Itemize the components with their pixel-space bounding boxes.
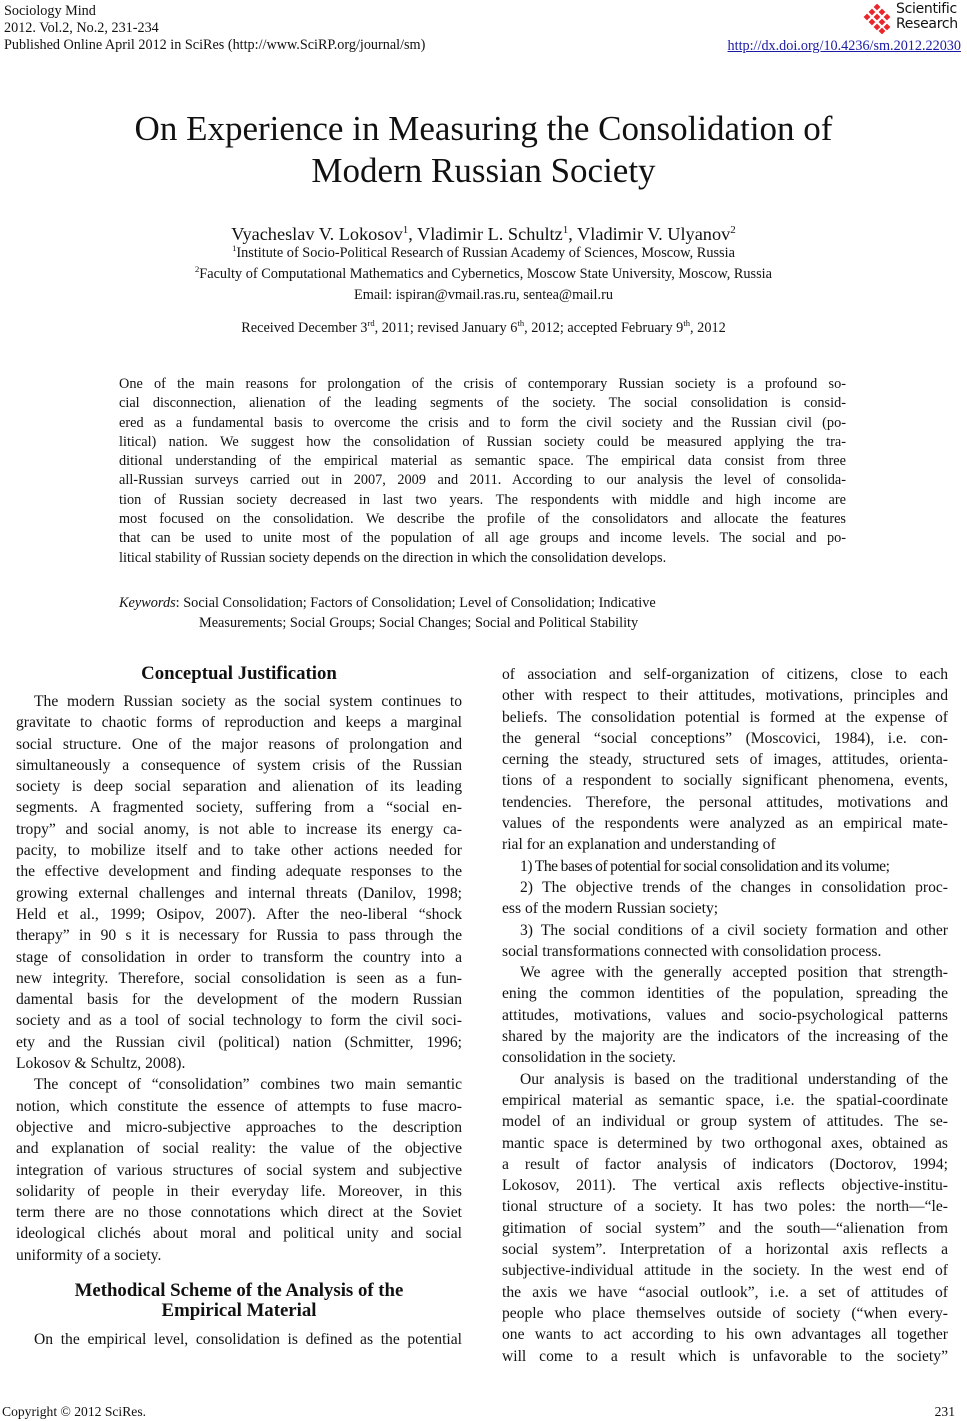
diamond-cluster-icon [861, 4, 893, 34]
logo-text [896, 2, 958, 32]
text-line: society is deep social separation and alienation of its leading [16, 778, 462, 796]
text-line: 1) The bases of potential for social consolidation and its volume; [520, 857, 890, 875]
text-line: Held et al., 1999; Osipov, 2007). After the neo-liberal “shock [16, 905, 462, 923]
text-line: the effective development and finding adequate responses to the [16, 863, 462, 881]
affiliation-1 [0, 245, 967, 262]
text-line: growing external challenges and internal threats (Danilov, 1998; [16, 884, 462, 902]
text-line: attitudes, motivations, values and socio-psychological patterns [502, 1006, 948, 1024]
left-column [16, 664, 462, 1350]
text-line: ditional understanding of the empirical material as semantic space. The empirical data consist from three [119, 453, 846, 470]
text-line: cerning the steady, structured sets of images, attitudes, orienta- [502, 751, 948, 769]
logo-diamond [874, 4, 881, 10]
logo-diamond [884, 24, 891, 31]
text-line: ered as a fundamental basis to overcome the crisis and to form the civil society and the Russian civil (po- [119, 414, 846, 431]
text-line: tional structure of a society. It has two poles: the north—“le- [502, 1198, 948, 1216]
text-line: term there are no those connotations which direct at the Soviet [16, 1204, 462, 1222]
logo-diamond [874, 24, 881, 31]
text-line: therapy” in 90 s it is necessary for Russia to pass through the [16, 927, 462, 945]
copyright-notice: Copyright © 2012 SciRes. [2, 1404, 147, 1419]
text-line: beliefs. The consolidation potential is formed at the expense of [502, 708, 948, 726]
text-line: segments. A fragmented society, suffering from a “social en- [16, 799, 462, 817]
text-line: litical) nation. We suggest how the consolidation of Russian society could be measured applying the tra- [119, 433, 846, 450]
logo-diamond [874, 14, 881, 21]
text-line: social system”. Interpretation of a horizontal axis reflects a [502, 1241, 948, 1259]
affiliation-2 [0, 266, 967, 283]
affiliation-marker: 1 [402, 223, 409, 236]
paragraph [502, 664, 948, 856]
ordinal-suffix: th [683, 318, 691, 329]
title-line-1: On Experience in Measuring the Consolidation of [134, 109, 833, 148]
logo-diamond [869, 19, 876, 26]
text-line: shared by the majority are the indicators of the increasing of the [502, 1028, 948, 1046]
keywords-label: Keywords [119, 595, 176, 611]
text-line: 2) The objective trends of the changes in consolidation proc- [520, 878, 948, 896]
ordinal-suffix: rd [367, 318, 375, 329]
text-line: that can be used to unite most of the population of all age groups and income levels. The social and po- [119, 530, 846, 547]
section-heading-line: Methodical Scheme of the Analysis of the [74, 1280, 404, 1302]
numbered-list [502, 856, 948, 962]
author-list [0, 223, 967, 245]
text-line: We agree with the generally accepted position that strength- [520, 964, 948, 982]
text-line: consolidation in the society. [502, 1049, 676, 1067]
text-line: integration of various structures of social system and subjective [16, 1161, 462, 1179]
keywords-list-continued: Measurements; Social Groups; Social Changes; Social and Political Stability [199, 615, 639, 631]
text-line: empirical material as semantic space, i.e. the spatial-coordinate [502, 1091, 948, 1109]
text-line: the axis we have “asocial outlook”, i.e. a set of attitudes of [502, 1283, 948, 1301]
author-name: , Vladimir V. Ulyanov [568, 224, 731, 244]
logo-line-1: Scientific [896, 1, 957, 17]
text-line: ess of the modern Russian society; [502, 900, 719, 918]
list-item [502, 920, 948, 963]
text-line: most focused on the consolidation. We describe the profile of the consolidators and allocate the features [119, 511, 846, 528]
text-line: gitimation of social system” and the south—“alienation from [502, 1219, 948, 1237]
section-heading: Conceptual Justification [141, 663, 337, 684]
text-line: damental basis for the development of the modern Russian [16, 991, 462, 1009]
date-text: Received December 3 [241, 320, 368, 336]
ordinal-suffix: th [517, 318, 525, 329]
text-line: values of the respondents were analyzed as an empirical mate- [502, 815, 948, 833]
author-name: , Vladimir L. Schultz [408, 224, 563, 244]
affiliation-marker: 1 [562, 223, 569, 236]
text-line: ety and the Russian civil (political) nation (Schmitter, 1996; [16, 1033, 462, 1051]
list-item [502, 856, 948, 877]
paragraph [502, 962, 948, 1068]
logo-line-2: Research [896, 16, 958, 32]
section-heading-line: Empirical Material [161, 1300, 317, 1322]
paragraph [502, 1069, 948, 1367]
right-column [502, 664, 948, 1367]
page-number: 231 [934, 1404, 955, 1419]
abstract [119, 375, 846, 568]
text-line: one wants to act according to his own advantages all together [502, 1326, 948, 1344]
paper-title [0, 108, 967, 192]
logo-diamond [879, 19, 886, 26]
text-line: The concept of “consolidation” combines two main semantic [34, 1076, 462, 1094]
text-line: objective and micro-subjective approaches to the description [16, 1118, 462, 1136]
logo-diamond [864, 14, 871, 21]
text-line: The modern Russian society as the social system continues to [34, 693, 462, 710]
date-text: , 2012 [690, 320, 726, 336]
journal-name: Sociology Mind [4, 3, 96, 19]
text-line: tions of a respondent to socially significant phenomena, events, [502, 772, 948, 790]
text-line: social transformations connected with consolidation process. [502, 942, 882, 960]
affiliation-text: Faculty of Computational Mathematics and Cybernetics, Moscow State University, Moscow, Russia [199, 266, 772, 282]
publication-info: Published Online April 2012 in SciRes (http://www.SciRP.org/journal/sm) [4, 37, 426, 53]
list-item [502, 877, 948, 920]
affiliation-marker: 2 [194, 264, 200, 275]
text-line: Lokosov & Schultz, 2008). [16, 1055, 186, 1073]
text-line: and explanation of social reality: the value of the objective [16, 1140, 462, 1158]
text-line: stage of consolidation in order to transform the country into a [16, 948, 462, 966]
author-name: Vyacheslav V. Lokosov [231, 224, 403, 244]
text-line: rial for an explanation and understanding of [502, 836, 776, 854]
title-line-2: Modern Russian Society [311, 151, 656, 190]
text-line: all-Russian surveys carried out in 2007, 2009 and 2011. According to our analysis the level of consolida- [119, 472, 846, 489]
text-line: On the empirical level, consolidation is defined as the potential [34, 1331, 462, 1349]
text-line: litical stability of Russian society depends on the direction in which the consolidation develops. [119, 549, 667, 566]
doi-link[interactable]: http://dx.doi.org/10.4236/sm.2012.22030 [727, 38, 961, 54]
affiliation-marker: 1 [232, 243, 237, 254]
text-line: model of an individual or group system of attitudes. The se- [502, 1113, 948, 1131]
text-line: social structure. One of the major reasons of prolongation and [16, 735, 462, 753]
text-line: One of the main reasons for prolongation of the crisis of contemporary Russian society is a profound so- [119, 376, 846, 392]
affiliation-text: Institute of Socio-Political Research of Russian Academy of Sciences, Moscow, Russia [236, 245, 735, 261]
text-line: tion of Russian society decreased in last two years. The respondents with middle and high income are [119, 491, 846, 508]
text-line: Lokosov, 2011). The vertical axis reflects objective-institu- [502, 1177, 948, 1195]
author-email: Email: ispiran@vmail.ras.ru, sentea@mail.ru [354, 287, 613, 303]
text-line: tendencies. Therefore, the personal attitudes, motivations and [502, 793, 948, 811]
text-line: subjective-individual attitude in the society. In the west end of [502, 1262, 948, 1280]
journal-volume: 2012. Vol.2, No.2, 231-234 [4, 20, 159, 36]
text-line: will come to a result which is unfavorable to the society” [502, 1347, 948, 1365]
logo-diamond [869, 9, 876, 16]
logo-diamond [879, 28, 886, 34]
text-line: people who place themselves outside of society (“when every- [502, 1304, 948, 1322]
text-line: other with respect to their attitudes, motivations, principles and [502, 687, 948, 705]
paragraph [16, 691, 462, 1074]
text-line: 3) The social conditions of a civil society formation and other [520, 921, 948, 939]
date-text: , 2011; revised January 6 [374, 320, 518, 336]
keywords-list: : Social Consolidation; Factors of Consolidation; Level of Consolidation; Indicative [175, 595, 656, 611]
affiliation-marker: 2 [730, 223, 736, 236]
submission-dates [0, 320, 967, 337]
logo-diamond [879, 9, 886, 16]
text-line: of association and self-organization of citizens, close to each [502, 666, 948, 683]
text-line: Our analysis is based on the traditional understanding of the [520, 1070, 948, 1088]
text-line: society and as a tool of social technology to form the civil soci- [16, 1012, 462, 1030]
text-line: ideological clichés about moral and political unity and social [16, 1225, 462, 1243]
date-text: , 2012; accepted February 9 [524, 320, 684, 336]
text-line: solidarity of people in their everyday life. Moreover, in this [16, 1182, 462, 1200]
text-line: simultaneously a consequence of system crisis of the Russian [16, 756, 462, 774]
text-line: uniformity of a society. [16, 1246, 162, 1264]
text-line: a result of factor analysis of indicators (Doctorov, 1994; [502, 1155, 948, 1173]
text-line: gravitate to chaotic forms of reproduction and keeps a marginal [16, 714, 462, 732]
text-line: the general “social conceptions” (Moscovici, 1984), i.e. con- [502, 729, 948, 747]
text-line: pacity, to mobilize itself and to take other actions needed for [16, 842, 462, 860]
text-line: tropy” and social anomy, is not able to increase its energy ca- [16, 820, 462, 838]
text-line: ening the common identities of the population, spreading the [502, 985, 948, 1003]
text-line: new integrity. Therefore, social consolidation is seen as a fun- [16, 969, 462, 987]
section-heading [16, 1281, 462, 1321]
text-line: cial disconnection, alienation of the leading segments of the society. The social consolidation is consid- [119, 395, 846, 412]
journal-header [4, 3, 425, 54]
scientific-research-logo [861, 2, 961, 36]
logo-diamond [884, 14, 891, 21]
paragraph [16, 1329, 462, 1350]
keywords [119, 593, 656, 633]
paragraph [16, 1074, 462, 1266]
text-line: mantic space is determined by two orthogonal axes, obtained as [502, 1134, 948, 1152]
text-line: notion, which constitute the essence of attempts to fuse macro- [16, 1097, 462, 1115]
